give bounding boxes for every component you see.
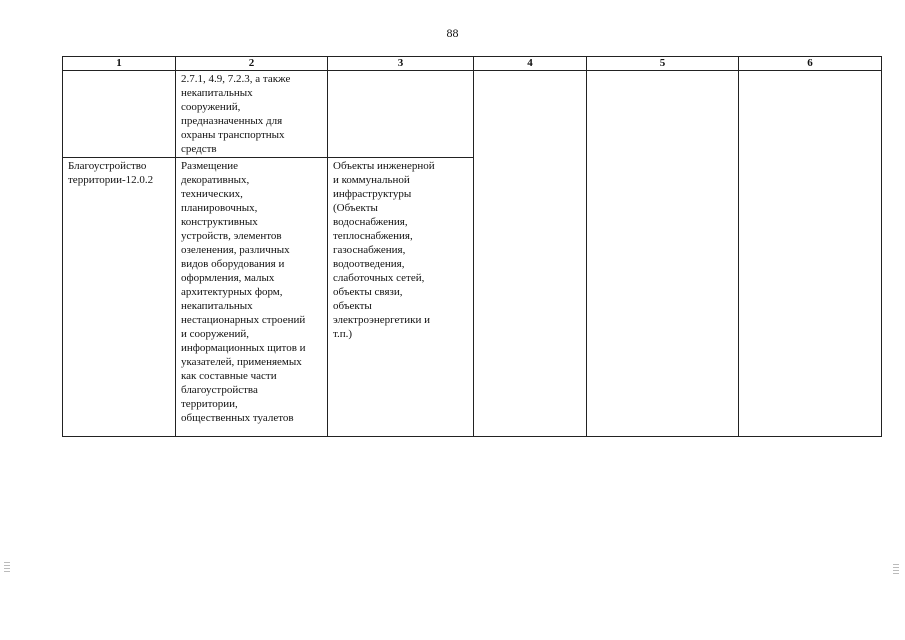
column-header-1: 1 bbox=[63, 57, 176, 71]
table-cell: 2.7.1, 4.9, 7.2.3, а также некапитальных сооружений, предназначенных для охраны транспортных средств bbox=[176, 71, 328, 158]
column-header-6: 6 bbox=[739, 57, 882, 71]
table-cell bbox=[587, 71, 739, 158]
table-cell bbox=[587, 158, 739, 437]
column-header-3: 3 bbox=[328, 57, 474, 71]
table-cell: Размещение декоративных, технических, планировочных, конструктивных устройств, элементов озеленения, различных видов оборудования и оформления, малых архитектурных форм, некапитальных нестационарных строений и сооружений, информационных щитов и указателей, применяемых как составные части благоустройства территории, общественных туалетов bbox=[176, 158, 328, 437]
document-table bbox=[62, 56, 882, 437]
table-cell bbox=[474, 158, 587, 437]
table-row bbox=[63, 158, 882, 437]
table-cell bbox=[63, 71, 176, 158]
scan-margin-mark bbox=[4, 562, 10, 572]
column-header-2: 2 bbox=[176, 57, 328, 71]
table-cell bbox=[739, 158, 882, 437]
page-number: 88 bbox=[446, 26, 459, 40]
table-cell: Благоустройство территории-12.0.2 bbox=[63, 158, 176, 437]
table-cell: Объекты инженерной и коммунальной инфраструктуры (Объекты водоснабжения, теплоснабжения, газоснабжения, водоотведения, слаботочных сетей, объекты связи, объекты электроэнергетики и т.п.) bbox=[328, 158, 474, 437]
table-cell bbox=[328, 71, 474, 158]
column-header-4: 4 bbox=[474, 57, 587, 71]
table-cell bbox=[474, 71, 587, 158]
scan-margin-mark bbox=[893, 564, 899, 574]
table-header-row bbox=[63, 57, 882, 71]
column-header-5: 5 bbox=[587, 57, 739, 71]
table-cell bbox=[739, 71, 882, 158]
table-row bbox=[63, 71, 882, 158]
